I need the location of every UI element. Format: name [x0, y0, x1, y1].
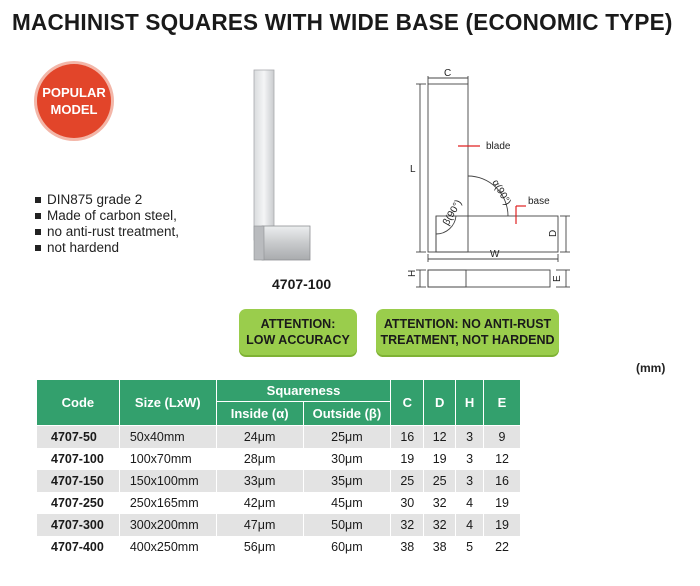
label-e: E [552, 275, 563, 282]
header-code: Code [37, 380, 120, 426]
cell-size: 150x100mm [119, 470, 216, 492]
cell-outside: 45μm [303, 492, 391, 514]
cell-code: 4707-50 [37, 426, 120, 449]
cell-d: 38 [424, 536, 456, 558]
feature-item: DIN875 grade 2 [33, 192, 179, 208]
cell-outside: 50μm [303, 514, 391, 536]
cell-h: 4 [456, 514, 484, 536]
label-alpha: α(90°) [489, 178, 513, 208]
cell-c: 32 [391, 514, 424, 536]
header-outside: Outside (β) [303, 402, 391, 426]
cell-c: 30 [391, 492, 424, 514]
cell-outside: 25μm [303, 426, 391, 449]
feature-item-continued: no anti-rust treatment, [33, 224, 179, 240]
cell-h: 3 [456, 470, 484, 492]
feature-item: Made of carbon steel, [33, 208, 179, 224]
cell-outside: 35μm [303, 470, 391, 492]
cell-code: 4707-300 [37, 514, 120, 536]
cell-size: 50x40mm [119, 426, 216, 449]
label-c: C [444, 68, 452, 79]
cell-size: 300x200mm [119, 514, 216, 536]
table-row [37, 426, 521, 449]
cell-h: 3 [456, 448, 484, 470]
cell-size: 100x70mm [119, 448, 216, 470]
cell-outside: 30μm [303, 448, 391, 470]
label-l: L [410, 164, 416, 175]
cell-inside: 47μm [216, 514, 303, 536]
badge-line-2: MODEL [50, 102, 98, 117]
cell-code: 4707-150 [37, 470, 120, 492]
photo-caption: 4707-100 [272, 276, 332, 292]
cell-c: 25 [391, 470, 424, 492]
cell-h: 4 [456, 492, 484, 514]
cell-code: 4707-100 [37, 448, 120, 470]
label-d: D [548, 229, 559, 237]
cell-d: 25 [424, 470, 456, 492]
page-title: MACHINIST SQUARES WITH WIDE BASE (ECONOMIC TYPE) [12, 9, 673, 35]
table-row [37, 514, 521, 536]
spec-table [36, 379, 521, 558]
header-c: C [391, 380, 424, 426]
cell-e: 19 [484, 514, 521, 536]
product-photo [242, 66, 312, 266]
cell-h: 3 [456, 426, 484, 449]
cell-e: 9 [484, 426, 521, 449]
header-inside: Inside (α) [216, 402, 303, 426]
cell-size: 400x250mm [119, 536, 216, 558]
header-size: Size (LxW) [119, 380, 216, 426]
cell-e: 19 [484, 492, 521, 514]
cell-h: 5 [456, 536, 484, 558]
table-row [37, 536, 521, 558]
cell-e: 22 [484, 536, 521, 558]
cell-inside: 33μm [216, 470, 303, 492]
cell-d: 19 [424, 448, 456, 470]
attention-line-2: LOW ACCURACY [246, 333, 350, 347]
table-row [37, 470, 521, 492]
cell-e: 12 [484, 448, 521, 470]
cell-size: 250x165mm [119, 492, 216, 514]
attention-line-1: ATTENTION: [260, 317, 336, 331]
dimension-diagram [398, 66, 588, 296]
attention-no-anti-rust [376, 309, 559, 355]
cell-inside: 24μm [216, 426, 303, 449]
label-base: base [528, 196, 550, 207]
cell-code: 4707-400 [37, 536, 120, 558]
badge-line-1: POPULAR [42, 85, 106, 100]
cell-d: 12 [424, 426, 456, 449]
feature-list [33, 192, 179, 256]
header-d: D [424, 380, 456, 426]
table-row [37, 492, 521, 514]
cell-outside: 60μm [303, 536, 391, 558]
label-blade: blade [486, 141, 511, 152]
header-squareness: Squareness [216, 380, 391, 402]
unit-label: (mm) [636, 361, 666, 375]
table-row [37, 448, 521, 470]
header-h: H [456, 380, 484, 426]
label-w: W [490, 249, 500, 260]
cell-c: 19 [391, 448, 424, 470]
popular-model-badge [37, 64, 111, 138]
label-beta: β(90°) [441, 198, 465, 228]
feature-item-continued: not hardend [33, 240, 179, 256]
cell-e: 16 [484, 470, 521, 492]
cell-inside: 42μm [216, 492, 303, 514]
cell-inside: 56μm [216, 536, 303, 558]
header-e: E [484, 380, 521, 426]
attention-line-1: ATTENTION: NO ANTI-RUST [383, 317, 552, 331]
cell-c: 38 [391, 536, 424, 558]
cell-c: 16 [391, 426, 424, 449]
label-h: H [407, 269, 418, 277]
attention-line-2: TREATMENT, NOT HARDEND [380, 333, 555, 347]
cell-inside: 28μm [216, 448, 303, 470]
attention-low-accuracy [239, 309, 357, 355]
cell-code: 4707-250 [37, 492, 120, 514]
cell-d: 32 [424, 514, 456, 536]
cell-d: 32 [424, 492, 456, 514]
